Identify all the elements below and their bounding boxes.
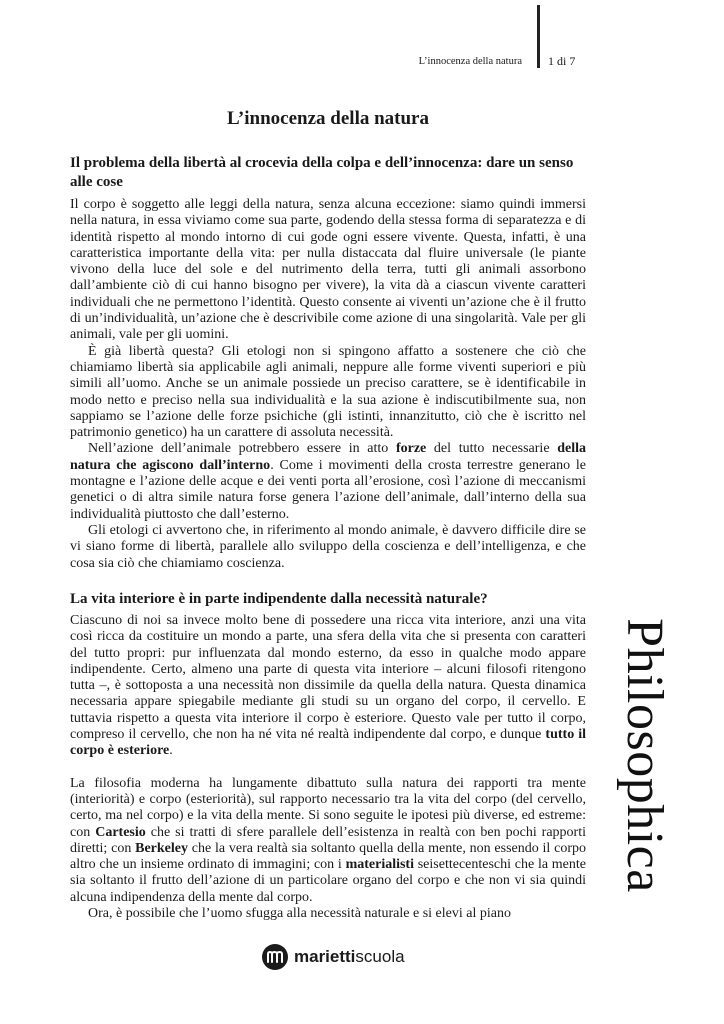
section-heading-2: La vita interiore è in parte indipendente dalla necessità naturale? [70,591,488,607]
publisher-name [294,947,405,967]
text-run: . [169,743,173,759]
paragraph: Il corpo è soggetto alle leggi della natura, senza alcuna eccezione: siamo quindi immersi nella natura, in essa viviamo come sua parte, godendo della stessa forma di separatezza e di identità rispetto al mondo intorno di cui gode ogni essere vivente. Questa, infatti, è una caratteristica importante della vita: per nulla distaccata dal fluire universale (le piante vivono della luce del sole e del nutrimento della terra, tutti gli animali assorbono dall’ambiente ciò di cui hanno bisogno per vivere), la vita dà a ciascun vivente caratteri individuali che ne permettono l’identità. Questo consente ai viventi un’azione che è il frutto di un’individualità, un’azione che è descrivibile come azione di una singolarità. Vale per gli animali, vale per gli uomini. [70,197,586,343]
bold-term: materialisti [345,857,414,873]
document-title: L’innocenza della natura [227,108,429,129]
publisher-logo [262,940,405,974]
series-label-text: Philosophica [615,617,673,893]
text-run: La filosofia moderna ha lungamente dibattuto sulla natura dei rapporti tra mente (interiorità) e corpo (esteriorità), sul rapporto necessario tra la vita del corpo (del cervello, certo, ma nel corpo) e la vita della mente. Si sono seguite le ipotesi più diverse, ed estreme: con [70,775,586,840]
paragraph: Ora, è possibile che l’uomo sfugga alla necessità naturale e si elevi al piano [88,906,511,922]
bold-term: tutto il corpo è esteriore [70,727,586,759]
text-run: Nell’azione dell’animale potrebbero essere in atto [88,441,396,457]
bold-term: Cartesio [95,824,146,840]
section-1-body [70,197,586,572]
publisher-name-light: scuola [355,947,405,966]
text-run: che la vera realtà sia soltanto quella della mente, non essendo il corpo altro che un insieme ordinato di immagini; con i [70,840,586,873]
section-heading-1: Il problema della libertà al crocevia della colpa e dell’innocenza: dare un senso alle cose [70,155,574,190]
series-label-vertical [596,598,692,912]
publisher-logo-icon [262,944,288,970]
text-run: Ciascuno di noi sa invece molto bene di possedere una ricca vita interiore, anzi una vita così ricca da costituire un mondo a parte, una sfera della vita che si presenta con caratteri del tutto propri: pur influenzata dal mondo esterno, da esso in qualche modo appare indipendente. Certo, almeno una parte di questa vita interiore – alcuni filosofi ritengono tutta –, è sottoposta a una necessità non dissimile da quella della natura. Questa dinamica necessaria appare spiegabile mediante gli studi su un organo del corpo, il cervello. E tuttavia rispetto a questa vita interiore il corpo è esteriore. Questo vale per tutto il corpo, compreso il cervello, che non ha né vita né realtà indipendente dal corpo, e dunque [70,613,586,743]
running-title: L’innocenza della natura [418,56,522,67]
page-number: 1 di 7 [548,54,576,68]
paragraph: È già libertà questa? Gli etologi non si spingono affatto a sostenere che ciò che chiamiamo libertà sia applicabile agli animali, neppure alle forme viventi superiori e più simili all’uomo. Anche se un animale possiede un preciso carattere, se è identificabile in modo netto e preciso nella sua individualità e la sua azione è indiscutibilmente sua, non sappiamo se l’azione delle forze psichiche (gli istinti, innanzitutto, ciò che è iscritto nel patrimonio genetico) ha un carattere di assoluta necessità. [70,343,586,441]
bold-term: della natura che agiscono dall’interno [70,441,586,473]
paragraph [70,441,586,522]
section-2-body [70,613,586,922]
paragraph [70,776,586,906]
text-run: seisettecenteschi che la mente sia soltanto il frutto dell’azione di un particolare organo del corpo e che non vi sia quindi alcuna indipendenza della mente dal corpo. [70,857,587,905]
bold-term: forze [395,441,427,457]
publisher-name-bold: marietti [294,947,356,966]
paragraph [70,613,586,760]
bold-term: Berkeley [135,840,188,856]
text-run: . Come i movimenti della crosta terrestre generano le montagne e l’azione delle acque e dei venti porta all’erosione, così l’azione di meccanismi genetici o di altra simile natura forse genera l’azione dell’animale, dall’interno della sua individualità piuttosto che dall’esterno. [70,457,586,522]
text-run: che si tratti di sfere parallele dell’esistenza in realtà con ben pochi rapporti diretti; con [70,824,587,856]
paragraph: Gli etologi ci avvertono che, in riferimento al mondo animale, è davvero difficile dire se vi siano forme di libertà, parallele allo sviluppo della coscienza e dell’intelligenza, e che cosa sia ciò che chiamiamo coscienza. [70,522,586,571]
header-vertical-rule [537,5,540,68]
text-run: del tutto necessarie [426,441,558,457]
